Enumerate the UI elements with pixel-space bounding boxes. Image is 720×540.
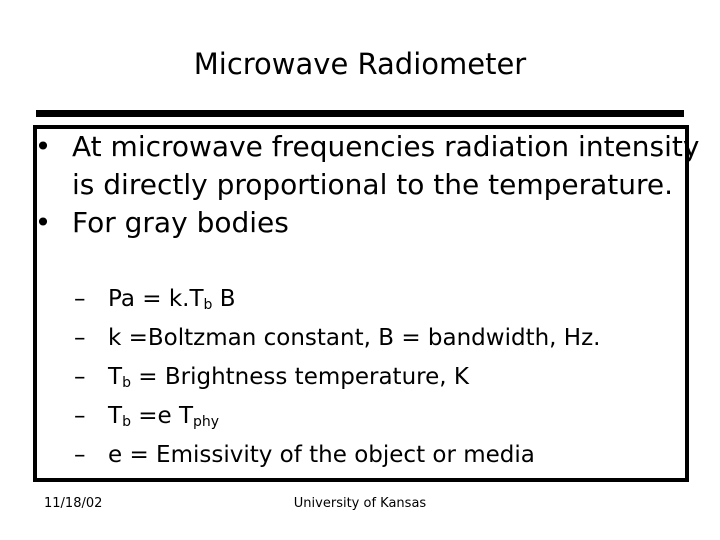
bullet-marker: • (34, 130, 52, 163)
bullet-marker: • (34, 206, 52, 239)
subscript: b (203, 297, 213, 313)
subscript: b (122, 375, 131, 391)
subscript: b (122, 414, 131, 430)
bullet-item (20, 204, 710, 242)
bullet-text: At microwave frequencies radiation intensity is directly proportional to the temperature. (72, 130, 700, 201)
dash-marker: – (74, 286, 86, 312)
sub-bullet-item (70, 397, 700, 436)
formula-text: =e T (130, 403, 194, 429)
dash-marker: – (74, 325, 86, 351)
sub-bullet-item (70, 280, 700, 319)
formula-text: T (108, 364, 123, 390)
sub-bullet-item (70, 319, 700, 358)
dash-marker: – (74, 364, 86, 390)
bullet-item (20, 128, 710, 204)
sub-bullet-list (70, 280, 700, 475)
formula-text: = Brightness temperature, K (130, 364, 469, 390)
sub-bullet-text: e = Emissivity of the object or media (108, 442, 535, 468)
footer-organization: University of Kansas (293, 496, 427, 511)
dash-marker: – (74, 442, 86, 468)
sub-bullet-item (70, 436, 700, 475)
formula-text: T (108, 403, 123, 429)
footer-date: 11/18/02 (44, 496, 103, 511)
bullet-list (20, 128, 710, 242)
subscript: phy (193, 414, 220, 430)
formula-text: B (212, 286, 236, 312)
dash-marker: – (74, 403, 86, 429)
slide-title: Microwave Radiometer (193, 47, 527, 81)
title-divider (36, 110, 684, 117)
formula-text: Pa = k.T (108, 286, 204, 312)
bullet-text: For gray bodies (72, 206, 289, 239)
sub-bullet-item (70, 358, 700, 397)
sub-bullet-text: k =Boltzman constant, B = bandwidth, Hz. (108, 325, 601, 351)
